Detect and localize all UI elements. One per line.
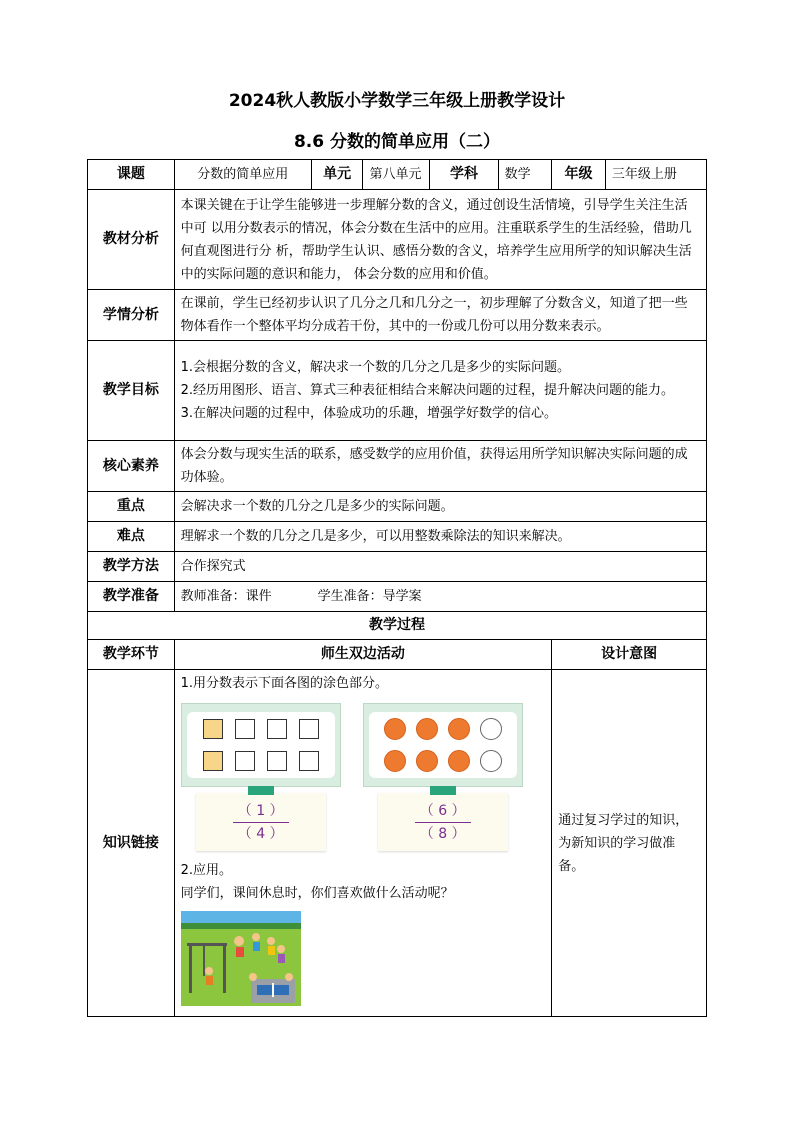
circles-panel — [363, 703, 523, 787]
shaded-circle — [416, 718, 438, 740]
goal-1: 1.会根据分数的含义，解决求一个数的几分之几是多少的实际问题。 — [180, 360, 571, 375]
circles-grid — [369, 712, 517, 778]
question-1: 1.用分数表示下面各图的涂色部分。 — [180, 676, 389, 691]
shaded-circle — [448, 750, 470, 772]
learner-label: 学情分析 — [88, 290, 175, 341]
fraction-2-denominator: （ 8 ） — [419, 825, 466, 842]
difficult-label: 难点 — [88, 522, 175, 552]
prep-label: 教学准备 — [88, 582, 175, 612]
shaded-circle — [416, 750, 438, 772]
prep-student: 学生准备：导学案 — [317, 589, 422, 604]
shaded-circle — [384, 750, 406, 772]
blank-square — [299, 719, 319, 739]
material-text: 本课关键在于让学生能够进一步理解分数的含义，通过创设生活情境，引导学生关注生活中可 以用分数表示的情况，体会分数在生活中的应用。注重联系学生的生活经验，借助几何直观图进行分 析，帮助学生认识、感悟分数的含义，培养学生应用所学的知识解决生活中的实际问题的意识和能力， 体会分数的应用和价值。 — [174, 190, 706, 290]
prep-row — [88, 582, 707, 612]
col-stage-header: 教学环节 — [88, 640, 175, 670]
shaded-square — [203, 751, 223, 771]
fraction-1-numerator: （ 1 ） — [237, 802, 284, 819]
process-header-row — [88, 640, 707, 670]
topic-label: 课题 — [88, 160, 175, 190]
goal-3: 3.在解决问题的过程中，体验成功的乐趣，增强学好数学的信心。 — [180, 406, 558, 421]
blank-square — [299, 751, 319, 771]
col-activity-header: 师生双边活动 — [174, 640, 552, 670]
tape-decoration — [430, 786, 456, 795]
goals-row — [88, 341, 707, 441]
difficult-row — [88, 522, 707, 552]
blank-square — [235, 719, 255, 739]
goal-2: 2.经历用图形、语言、算式三种表征相结合来解决问题的过程，提升解决问题的能力。 — [180, 383, 675, 398]
method-text: 合作探究式 — [174, 552, 706, 582]
unit-value: 第八单元 — [363, 160, 430, 190]
method-row — [88, 552, 707, 582]
shaded-circle — [448, 718, 470, 740]
question-2-text: 同学们，课间休息时，你们喜欢做什么活动呢？ — [180, 886, 454, 901]
fraction-2-numerator: （ 6 ） — [419, 802, 466, 819]
blank-square — [235, 751, 255, 771]
method-label: 教学方法 — [88, 552, 175, 582]
key-row — [88, 492, 707, 522]
key-label: 重点 — [88, 492, 175, 522]
fraction-1-denominator: （ 4 ） — [237, 825, 284, 842]
question-2: 2.应用。 — [180, 863, 233, 878]
page-title: 2024秋人教版小学数学三年级上册教学设计 — [228, 91, 566, 111]
fraction-card-2 — [378, 793, 508, 851]
shaded-circle — [384, 718, 406, 740]
material-label: 教材分析 — [88, 190, 175, 290]
col-intent-header: 设计意图 — [552, 640, 707, 670]
prep-teacher: 教师准备：课件 — [180, 589, 272, 604]
unit-label: 单元 — [311, 160, 363, 190]
learner-row — [88, 290, 707, 341]
literacy-row — [88, 441, 707, 492]
literacy-label: 核心素养 — [88, 441, 175, 492]
literacy-text: 体会分数与现实生活的联系，感受数学的应用价值，获得运用所学知识解决实际问题的成功体验。 — [174, 441, 706, 492]
material-row — [88, 190, 707, 290]
lesson-title: 8.6 分数的简单应用（二） — [293, 132, 501, 152]
process-title: 教学过程 — [88, 612, 707, 640]
fraction-bar — [233, 822, 289, 823]
lesson-plan-table — [87, 159, 707, 1017]
key-text: 会解决求一个数的几分之几是多少的实际问题。 — [174, 492, 706, 522]
stage-1-label: 知识链接 — [88, 670, 175, 1017]
goals-label: 教学目标 — [88, 341, 175, 441]
blank-square — [267, 719, 287, 739]
figure-circles — [363, 703, 523, 851]
learner-text: 在课前，学生已经初步认识了几分之几和几分之一，初步理解了分数含义，知道了把一些物体看作一个整体平均分成若干份，其中的一份或几份可以用分数来表示。 — [174, 290, 706, 341]
process-title-row — [88, 612, 707, 640]
activity-cell — [174, 670, 552, 1017]
intent-cell: 通过复习学过的知识，为新知识的学习做准备。 — [552, 670, 707, 1017]
shaded-square — [203, 719, 223, 739]
squares-grid — [187, 712, 335, 778]
blank-square — [267, 751, 287, 771]
process-row-1 — [88, 670, 707, 1017]
blank-circle — [480, 750, 502, 772]
fraction-card-1 — [196, 793, 326, 851]
topic-value: 分数的简单应用 — [174, 160, 311, 190]
tape-decoration — [248, 786, 274, 795]
playground-illustration — [181, 911, 301, 1006]
grade-label: 年级 — [552, 160, 606, 190]
subject-value: 数学 — [498, 160, 552, 190]
prep-cell — [174, 582, 706, 612]
figure-squares — [181, 703, 341, 851]
grade-value: 三年级上册 — [605, 160, 706, 190]
figure-group — [181, 703, 546, 851]
blank-circle — [480, 718, 502, 740]
difficult-text: 理解求一个数的几分之几是多少，可以用整数乘除法的知识来解决。 — [174, 522, 706, 552]
subject-label: 学科 — [430, 160, 498, 190]
fraction-bar — [415, 822, 471, 823]
squares-panel — [181, 703, 341, 787]
info-row — [88, 160, 707, 190]
goals-cell — [174, 341, 706, 441]
